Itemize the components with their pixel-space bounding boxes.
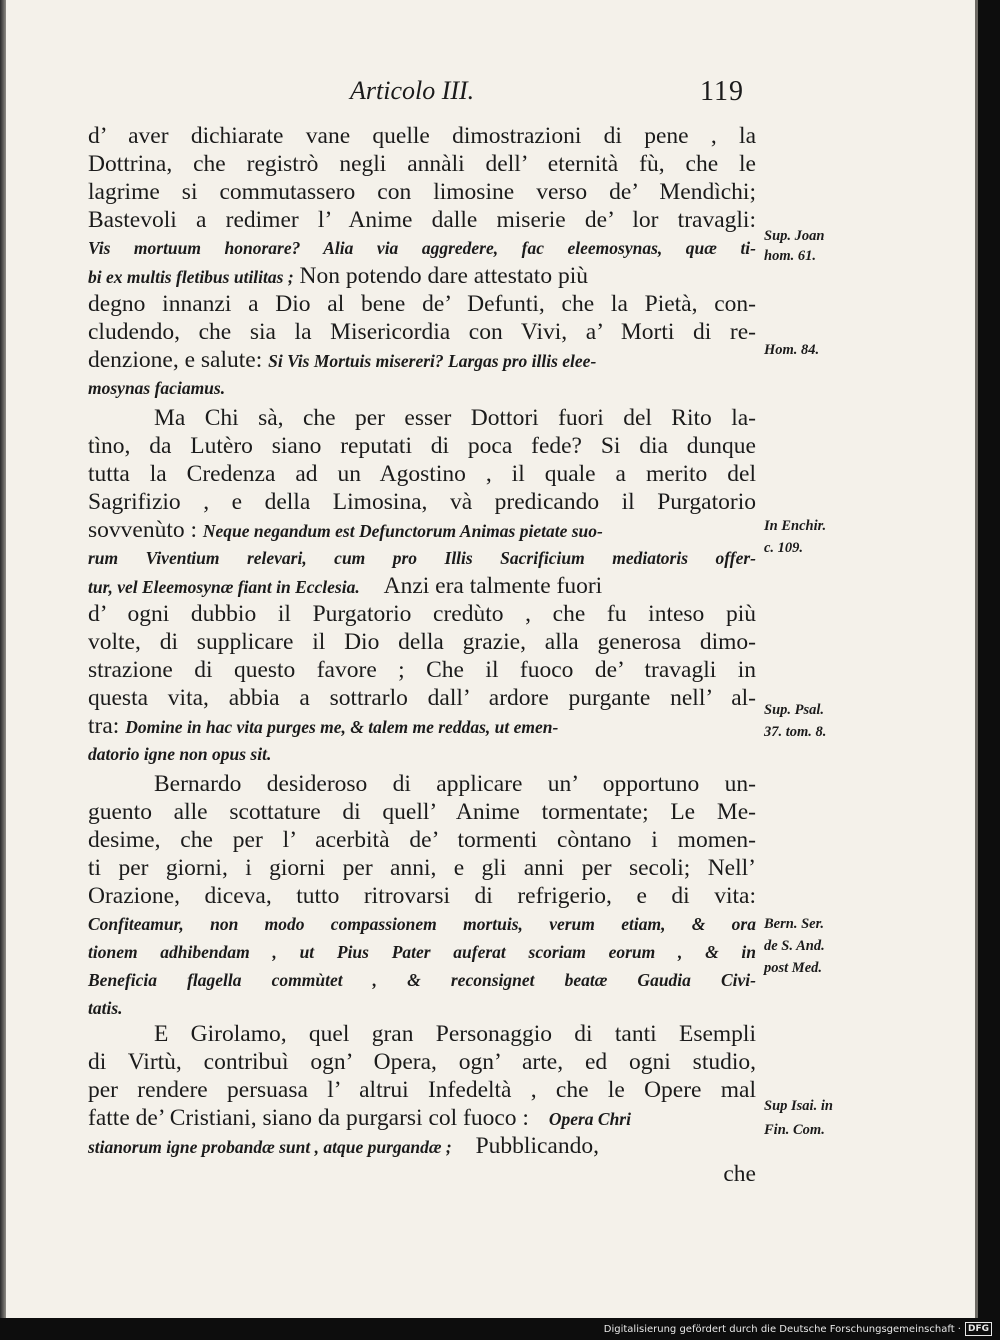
latin-quote-fragment: Neque negandum est Defunctorum Animas pietate suo- [202, 521, 603, 541]
mixed-line [88, 516, 756, 544]
mixed-line [88, 346, 756, 374]
margin-note: Sup Isai. in [764, 1098, 833, 1114]
margin-note: c. 109. [764, 540, 804, 556]
running-title: Articolo III. [350, 76, 475, 105]
text-line: d’ ogni dubbio il Purgatorio credùto , che fu inteso più [88, 601, 756, 627]
latin-quote-line: Beneficia flagella commùtet , & reconsignet beatæ Gaudia Civi- [88, 970, 756, 990]
text-line: Sagrifizio , e della Limosina, và predicando il Purgatorio [88, 489, 756, 515]
text-fragment: Pubblicando, [475, 1133, 599, 1159]
margin-note: post Med. [764, 960, 822, 976]
text-line: ti per giorni, i giorni per anni, e gli anni per secoli; Nell’ [88, 855, 756, 881]
credit-text: Digitalisierung gefördert durch die Deutsche Forschungsgemeinschaft · [603, 1324, 961, 1335]
latin-quote-fragment: bi ex multis fletibus utilitas ; [88, 267, 294, 287]
digitization-credit [604, 1319, 992, 1340]
mixed-line [88, 572, 756, 600]
catchword: che [723, 1161, 756, 1187]
margin-note: Hom. 84. [764, 342, 820, 358]
text-line: per rendere persuasa l’ altrui Infedeltà , che le Opere mal [88, 1077, 756, 1103]
margin-note: 37. tom. 8. [764, 724, 827, 740]
latin-quote-line: rum Viventium relevari, cum pro Illis Sacrificium mediatoris offer- [88, 548, 756, 568]
latin-quote-line: datorio igne non opus sit. [88, 744, 272, 764]
text-line: Ma Chi sà, che per esser Dottori fuori del Rito la- [154, 405, 756, 431]
text-fragment: sovvenùto : [88, 517, 198, 543]
text-line: Dottrina, che registrò negli annàli dell’ eternità fù, che le [88, 151, 756, 177]
latin-quote-line: Vis mortuum honorare? Alia via aggredere, fac eleemosynas, quæ ti- [88, 238, 756, 258]
text-line: guento alle scottature di quell’ Anime tormentate; Le Me- [88, 799, 756, 825]
text-fragment: Non potendo dare attestato più [299, 263, 588, 289]
latin-quote-fragment: stianorum igne probandæ sunt , atque purgandæ ; [88, 1137, 452, 1157]
latin-quote-fragment: Opera Chri [548, 1109, 631, 1129]
mixed-line [88, 712, 756, 740]
text-line: di Virtù, contribuì ogn’ Opera, ogn’ arte, ed ogni studio, [88, 1049, 756, 1075]
text-fragment: denzione, e salute: [88, 347, 263, 373]
mixed-line [88, 1104, 756, 1132]
latin-quote-fragment: Si Vis Mortuis misereri? Largas pro illis elee- [268, 351, 597, 371]
latin-quote-line: mosynas faciamus. [88, 378, 226, 398]
text-line: d’ aver dichiarate vane quelle dimostrazioni di pene , la [88, 123, 756, 149]
text-line: volte, di supplicare il Dio della grazie, alla generosa dimo- [88, 629, 756, 655]
text-line: degno innanzi a Dio al bene de’ Defunti, che la Pietà, con- [88, 291, 756, 317]
text-line: tutta la Credenza ad un Agostino , il quale a merito del [88, 461, 756, 487]
latin-quote-fragment: Domine in hac vita purges me, & talem me reddas, ut emen- [125, 717, 559, 737]
text-line: E Girolamo, quel gran Personaggio di tanti Esempli [154, 1021, 756, 1047]
margin-note: Fin. Com. [764, 1122, 825, 1138]
text-line: desime, che per l’ acerbità de’ tormenti còntano i momen- [88, 827, 756, 853]
text-fragment: Anzi era talmente fuori [383, 573, 603, 599]
mixed-line [88, 262, 756, 290]
margin-note: hom. 61. [764, 248, 816, 264]
text-line: Bastevoli a redimer l’ Anime dalle miserie de’ lor travagli: [88, 207, 756, 233]
text-line: tìno, da Lutèro siano reputati di poca fede? Si dia dunque [88, 433, 756, 459]
text-line: strazione di questo favore ; Che il fuoco de’ travagli in [88, 657, 756, 683]
text-line: questa vita, abbia a sottrarlo dall’ ardore purgante nell’ al- [88, 685, 756, 711]
mixed-line [88, 1132, 756, 1160]
margin-note: Sup. Psal. [764, 702, 825, 718]
margin-note: Bern. Ser. [764, 916, 825, 932]
page-header [0, 72, 978, 112]
margin-note: In Enchir. [764, 518, 827, 534]
text-fragment: tra: [88, 713, 120, 739]
text-line: lagrime si commutassero con limosine verso de’ Mendìchi; [88, 179, 756, 205]
margin-note: de S. And. [764, 938, 825, 954]
text-line: Orazione, diceva, tutto ritrovarsi di refrigerio, e di vita: [88, 883, 756, 909]
latin-quote-line: Confiteamur, non modo compassionem mortuis, verum etiam, & ora [88, 914, 756, 934]
latin-quote-line: tatis. [88, 998, 123, 1018]
page-binding-edge [0, 0, 6, 1318]
text-fragment: fatte de’ Cristiani, siano da purgarsi col fuoco : [88, 1105, 529, 1131]
dfg-logo: DFG [965, 1322, 992, 1336]
text-line: Bernardo desideroso di applicare un’ opportuno un- [154, 771, 756, 797]
text-line: cludendo, che sia la Misericordia con Vivi, a’ Morti di re- [88, 319, 756, 345]
latin-quote-fragment: tur, vel Eleemosynæ fiant in Ecclesia. [88, 577, 360, 597]
page-number: 119 [700, 76, 744, 107]
margin-note: Sup. Joan [764, 228, 825, 244]
latin-quote-line: tionem adhibendam , ut Pius Pater auferat scoriam eorum , & in [88, 942, 756, 962]
